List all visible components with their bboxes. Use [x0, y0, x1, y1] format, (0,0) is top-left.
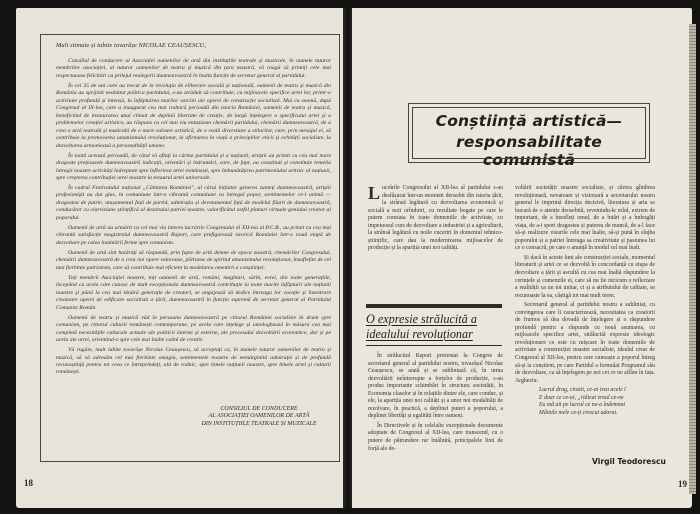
article-paragraph: În strălucitul Raport prezentat la Congres de secretarul general al partidului nostru, tovarășul Nicolae Ceaușescu, se arată și se subliniază că, în urma dezvoltării neîntrerupte a forțelor de producție, s-au produs importante schimbări în structura societății, în Economia claselor și în relațiile dintre ele, care conduc, și ele, la apariția unei noi calități și a unor noi modalități de rezolvare, în practică, a deplinei puteri a poporului, a deplinei libertăți și egalități între oameni.: [368, 353, 503, 420]
quote-line: Eu mă uit pe lucrul ce ne-a îndemnat: [539, 402, 626, 409]
signature-line: AL ASOCIAȚIEI OAMENILOR DE ARTĂ: [208, 413, 310, 420]
page-number-left: 18: [24, 478, 33, 488]
article-title-line-2: responsabilitate comunistă: [456, 133, 602, 169]
letter-paragraph: Vă rugăm, mult iubite tovarășe Nicolae Ceaușescu, să acceptați ca, în numele tuturor oamenilor de teatru și muzică, să vă adresăm cel mai fierbinte omagiu, sentimentele noastre de nemărginită admirație și de profundă recunoștință pentru tot ceea ce întreprindeți, alit de rodnic, spre binele națiunii noastre, spre binele artei și culturii românești.: [56, 347, 331, 376]
subtitle-rule-bottom: [366, 345, 502, 346]
article-paragraph: Și dacă în aceste luni ale construcției sociale, momentul literaturii și artei ce se dezvoltă în concordanță cu etapa de dezvoltare a țării și ascultă cu cea mai înaltă răspundere la cerințele și comenzile ei, care să nu fie nicicum o reflectare a realității ca un tot unitar, ci și a atributului de calitate, se recunoaște la ea, câștigă tot mai mult teren.: [515, 254, 655, 299]
letter-paragraph: Oamenii de artă au urmărit cu cel mai viu interes lucrările Congresului al XII-lea al P.C.R., au primit cu cea mai vibrantă satisfacție magistralul dumneavoastră Raport, care prefigurează istorică României într-o nouă etapă de dezvoltare pe calea înaintării ferme spre comunism.: [56, 224, 331, 246]
article-title-box: [408, 103, 650, 169]
article-column-1-continued: [368, 353, 503, 455]
article-author: Virgil Teodorescu: [592, 457, 666, 466]
letter-signature: [184, 406, 334, 428]
letter-paragraph: În toată această perioadă, de când vă aflați la cârma partidului și a națiunii, artiștii au primit cu cea mai mare dragoste prețioasele dumneavoastră indicații, orientări și îndrumări, care, de fapt, au constituit și constituie temelia întregii noastre activități îndreptate spre înflorirea artei românești, spre îmbunătățirea patrimoniului artistic al națiunii, spre creșterea contribuției artei noastre la tezaurul artei universale.: [56, 152, 331, 181]
letter-paragraph: Consiliul de conducere al Asociației oamenilor de artă din instituțiile teatrale și muzicale, în numele tuturor membrilor asociației, al tuturor oamenilor de teatru și muzică din țara noastră, vă roagă să primiți cele mai respectuoase felicitări cu prilejul realegerii dumneavoastră în înalta funcție de secretar general al partidului.: [56, 58, 331, 79]
letter-paragraph: Oamenii de artă sînt hotărâți să răspundă, prin fapte de artă demne de epoca noastră, chemărilor Congresului, chemării dumneavoastră de a crea noi opere valoroase, pătrunse de spiritul umanismului revoluționar, însuflețite de cel mai fierbinte patriotism, care să contribuie mai eficient la modelarea omenirii a conștiinței.: [56, 249, 331, 271]
article-paragraph: Secretarul general al partidului nostru a subliniat, cu convingerea care îi caracterizează, necesitatea ca creatorii de frumos să dea dovadă de înțelegere și o răspundere profundă pentru a răspunde cu nouă asumarea, cu mijloacele specifice artei, strălucită expresie ideologic revoluționare ce este cu mișcare în toate domeniile de activitate a construcției noastre socialiste, idealul creat de Congresul al XII-lea, pentru care cunoaște a poporul întreg să-și ia conștient, pe care Partidul a formulat Programul său de dezvoltare, ca să înțelegem pe noi cei ce ne aflăm în fața. Argheziu:: [515, 302, 655, 384]
letter-salutation: Mult stimate și iubite tovarășe NICOLAE CEAUȘESCU,: [56, 42, 207, 49]
drop-cap: L: [368, 183, 381, 203]
subtitle-rule: [366, 304, 502, 308]
article-paragraph: Lucrările Congresului al XII-lea al partidului s-au desfășurat într-un moment deosebit din istoria țării, la strânsă legătură cu dezvoltarea economică și socială a noii orînduiri, cu rezultate bogate pe care le putem constata în toate domeniile de activitate, cu impetuosul curs de dezvoltare a industriei și a agriculturii, la strânsă legătură cu noile cuceriri în domeniul tehnico-științific, care dau la modernizarea mijloacelor de producție și la apariția unei noi calități.: [368, 183, 503, 252]
signature-line: CONSILIUL DE CONDUCERE: [220, 406, 298, 412]
article-column-2: [515, 185, 655, 417]
article-paragraph: voltării societății noastre socialiste, și cărora gîndirea revoluționară, novatoare și vizionară a secretarului nostru general le imprimă direcția decisivă, literatura și arta se bucură de o atenție deosebită, revenindu-le rolul, extrem de important, de a însufleți omul, de a întări și a îmbogăți viața, de a-i spori dragostea și puterea de muncă, de a-l face să-și realizeze visurile cele mai înalte, să-și pună în slujba poporului și a patriei întreaga sa creativitate și pasiunea lui ce o consacră, pe care o anunță în modul cel mai înalt.: [515, 185, 655, 252]
letter-paragraph: În cei 35 de ani care au trecut de la revoluția de eliberare socială și națională, oamenii de teatru și muzică din România au sprijinit neabătut politica partidului, s-au străduit să contribuie, cu mijloacele specifice artei lor, printr-o activitate profundă și intensă, la înfăptuirea marilor sarcini ale operei de construcție socialistă. Mai cu seamă, după Congresul al IX-lea, care a inaugurat cea mai rodnică perioadă din istoria României, oamenii de teatru și muzică, beneficiind de instaurarea unui climat de deplină libertate de creație, de largă înțelegere a specificului artei și a problemelor creației artistice, au răspuns cu cel mai viu entuziasm chemării partidului, chemării dumneavoastră, de a crea o artă teatrală și muzicală de o mare valoare artistică, de o reală diversitate a stilurilor, care, prin mesajul ei, să contribuie la promovarea umanismului revoluționar, la afirmarea în viață a principiilor eticii și echității socialiste, la dezvoltarea armonioasă a personalității umane.: [56, 82, 331, 149]
article-title-line-1: Conștiință artistică—: [435, 112, 623, 130]
left-page: [16, 8, 346, 508]
section-subtitle: [366, 304, 502, 346]
letter-paragraph: În cadrul Festivalului național „Cântarea României", al cărui inițiator generos sunteți dumneavoastră, artiștii profesioniști au dat glas, în comuniune intr-o vibrantă comuniune cu întregul popor, sentimentelor ce-i animă — dragostea de patrie, atașamentul față de partid, admirația și devotamentul față de modelul făurit de dumneavoastră, conducător cu clarviziune științifică al destinului patriei noastre, valorificând astfel planuri virtuale geniului creator al poporului.: [56, 185, 331, 221]
right-page: [352, 8, 692, 508]
signature-line: DIN INSTITUȚIILE TEATRALE ȘI MUZICALE: [201, 420, 317, 427]
letter-paragraph: Toți membrii Asociației noastre, toți oamenii de artă, români, maghiari, sârbi, evrei, din toate generațiile, începând cu acela care cunosc de mult excepționala dumneavoastră contribuție la toate marile înfăptuiri ale națiunii noastre și până la cea mai tânără generație de creatori, se angajează să dedice întreaga lor vocație și înzestrare creatoare operei de edificare socialistă a țării, dumneavoastră în funcția supremă de secretar general al Partidului Comunist Român.: [56, 274, 331, 311]
subtitle-line-1: O expresie strălucită a: [366, 312, 477, 326]
poem-quote: [539, 387, 655, 417]
quote-line: Lucrul drag, cinstit, ce-ai trea acele l: [539, 387, 626, 394]
quote-line: E doar ce ce-ai, „ridicat eroul ce-ne: [539, 394, 624, 401]
page-edge-strip: [689, 24, 696, 494]
letter-body: [56, 58, 331, 379]
subtitle-line-2: idealului revoluționar: [366, 327, 473, 341]
article-paragraph: În Directivele și în celelalte excepționale documente adoptate de Congresul al XII-lea, care transcend, cu o putere de pătrundere rar întâlnită, principalele linii de forță ale de-: [368, 422, 503, 452]
article-column-1: [368, 185, 503, 255]
quote-line: Mâinile mele ce-ți crescut adorat.: [539, 409, 618, 416]
letter-paragraph: Oamenii de teatru și muzică văd în persoana dumneavoastră pe ctitorul României socialiste în drum spre comunism, pe ctitorul culturii românești contemporane, pe acela care înțelege și omologhează în măsura cea mai completă necesitățile culturale actuale ale politicii interne și externe, ale procesului dezvoltării economice, dar și pe acela ale artei, orientând-o spre cele mai înalte culmi de creativ.: [56, 314, 331, 344]
page-number-right: 19: [678, 479, 687, 489]
